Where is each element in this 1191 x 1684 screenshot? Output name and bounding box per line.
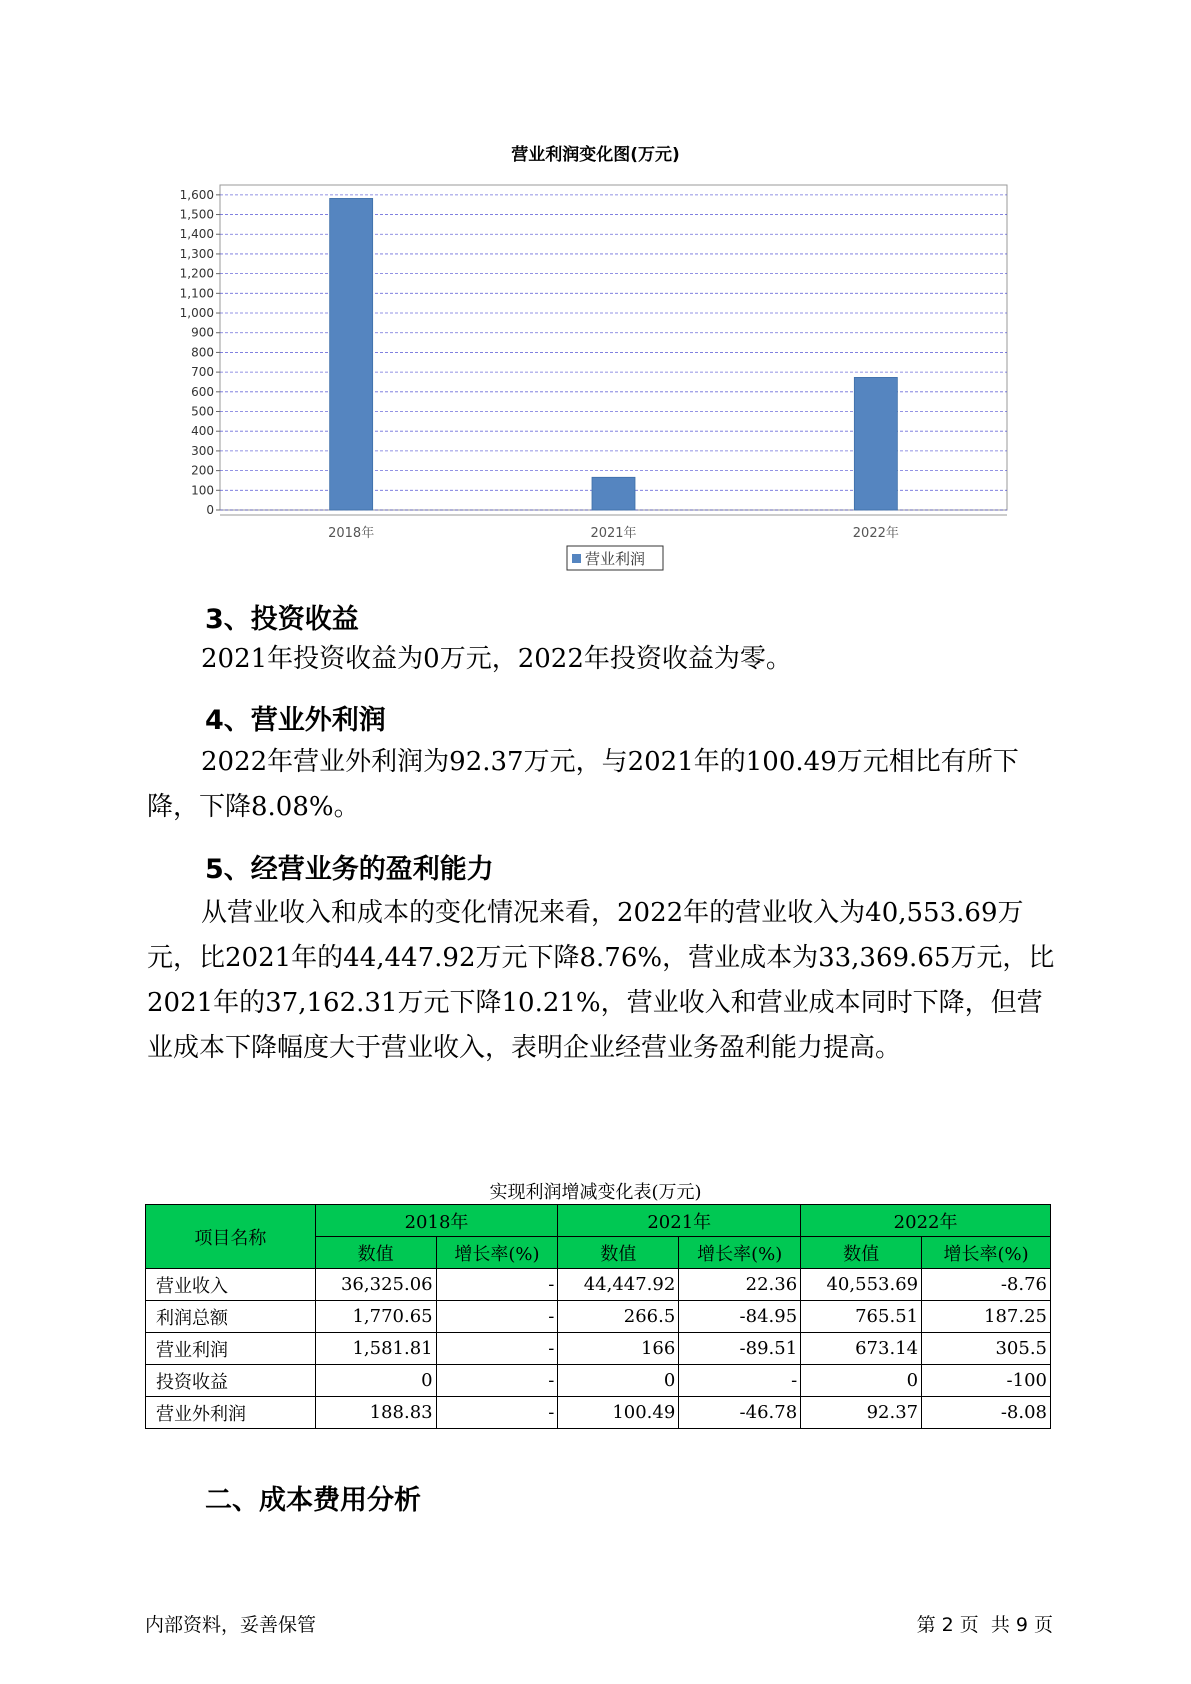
row-name: 利润总额: [146, 1301, 316, 1333]
cell: 0: [801, 1365, 922, 1397]
cell: -46.78: [679, 1397, 801, 1429]
bar-2018年: [330, 198, 373, 510]
footer-confidential-note: 内部资料，妥善保管: [145, 1614, 317, 1636]
cell: -8.08: [922, 1397, 1051, 1429]
y-tick-label: 800: [191, 345, 214, 360]
cell: 305.5: [922, 1333, 1051, 1365]
header-year-2018: 2018年: [315, 1205, 558, 1237]
cell: 187.25: [922, 1301, 1051, 1333]
cell: 673.14: [801, 1333, 922, 1365]
cell: -: [436, 1333, 558, 1365]
cell: 1,770.65: [315, 1301, 436, 1333]
y-tick-label: 1,600: [179, 187, 214, 202]
cell: -: [679, 1365, 801, 1397]
header-item-name: 项目名称: [146, 1205, 316, 1269]
x-tick-label: 2022年: [852, 526, 899, 541]
cell: 44,447.92: [558, 1269, 679, 1301]
x-tick-label: 2021年: [590, 526, 637, 541]
footer-page-number: 第 2 页 共 9 页: [916, 1614, 1053, 1636]
bar-2022年: [854, 377, 897, 510]
cell: 40,553.69: [801, 1269, 922, 1301]
heading-investment-income: 3、投资收益: [205, 604, 359, 635]
row-name: 营业外利润: [146, 1397, 316, 1429]
table-row: [146, 1301, 1051, 1333]
y-tick-label: 1,100: [179, 286, 214, 301]
y-tick-label: 900: [191, 325, 214, 340]
cell: 36,325.06: [315, 1269, 436, 1301]
bar-2021年: [592, 477, 635, 510]
cell: -: [436, 1365, 558, 1397]
y-tick-label: 1,500: [179, 207, 214, 222]
y-tick-label: 300: [191, 443, 214, 458]
paragraph-non-operating-profit: 2022年营业外利润为92.37万元，与2021年的100.49万元相比有所下降，下降8.08%。: [147, 747, 1019, 822]
cell: 166: [558, 1333, 679, 1365]
cell: -8.76: [922, 1269, 1051, 1301]
subheader-value: 数值: [315, 1237, 436, 1269]
cell: -: [436, 1269, 558, 1301]
table-row: [146, 1397, 1051, 1429]
operating-profit-bar-chart: [160, 175, 1020, 595]
legend-label: 营业利润: [585, 550, 646, 568]
cell: -89.51: [679, 1333, 801, 1365]
header-year-2021: 2021年: [558, 1205, 801, 1237]
y-tick-label: 1,400: [179, 227, 214, 242]
legend-swatch: [572, 554, 581, 563]
table-row: [146, 1365, 1051, 1397]
paragraph-profitability: 从营业收入和成本的变化情况来看，2022年的营业收入为40,553.69万元，比2021年的44,447.92万元下降8.76%，营业成本为33,369.65万元，比2021年的37,162.31万元下降10.21%，营业收入和营业成本同时下降，但营业成本下降幅度大于营业收入，表明企业经营业务盈利能力提高。: [147, 898, 1055, 1063]
cell: -: [436, 1397, 558, 1429]
cell: -100: [922, 1365, 1051, 1397]
cell: 188.83: [315, 1397, 436, 1429]
heading-cost-analysis: 二、成本费用分析: [205, 1485, 421, 1516]
subheader-growth: 增长率(%): [436, 1237, 558, 1269]
row-name: 营业利润: [146, 1333, 316, 1365]
cell: 22.36: [679, 1269, 801, 1301]
header-year-2022: 2022年: [801, 1205, 1051, 1237]
y-tick-label: 700: [191, 365, 214, 380]
y-tick-label: 400: [191, 424, 214, 439]
profit-change-table: [145, 1204, 1051, 1429]
y-tick-label: 1,000: [179, 306, 214, 321]
row-name: 投资收益: [146, 1365, 316, 1397]
y-tick-label: 0: [206, 503, 214, 517]
y-tick-label: 600: [191, 384, 214, 399]
cell: 0: [558, 1365, 679, 1397]
y-tick-label: 1,200: [179, 266, 214, 281]
cell: 1,581.81: [315, 1333, 436, 1365]
cell: 100.49: [558, 1397, 679, 1429]
heading-non-operating-profit: 4、营业外利润: [205, 705, 386, 736]
row-name: 营业收入: [146, 1269, 316, 1301]
table-caption: 实现利润增减变化表(万元): [489, 1182, 702, 1203]
heading-profitability: 5、经营业务的盈利能力: [205, 854, 494, 885]
y-tick-label: 200: [191, 463, 214, 478]
y-tick-label: 100: [191, 483, 214, 498]
cell: -: [436, 1301, 558, 1333]
cell: 92.37: [801, 1397, 922, 1429]
cell: 765.51: [801, 1301, 922, 1333]
subheader-growth: 增长率(%): [679, 1237, 801, 1269]
cell: 266.5: [558, 1301, 679, 1333]
y-tick-label: 1,300: [179, 246, 214, 261]
cell: -84.95: [679, 1301, 801, 1333]
y-tick-label: 500: [191, 404, 214, 419]
table-row: [146, 1269, 1051, 1301]
x-tick-label: 2018年: [328, 526, 375, 541]
table-row: [146, 1333, 1051, 1365]
paragraph-investment-income: 2021年投资收益为0万元，2022年投资收益为零。: [201, 644, 792, 674]
cell: 0: [315, 1365, 436, 1397]
subheader-value: 数值: [558, 1237, 679, 1269]
chart-title: 营业利润变化图(万元): [511, 145, 680, 165]
subheader-value: 数值: [801, 1237, 922, 1269]
subheader-growth: 增长率(%): [922, 1237, 1051, 1269]
